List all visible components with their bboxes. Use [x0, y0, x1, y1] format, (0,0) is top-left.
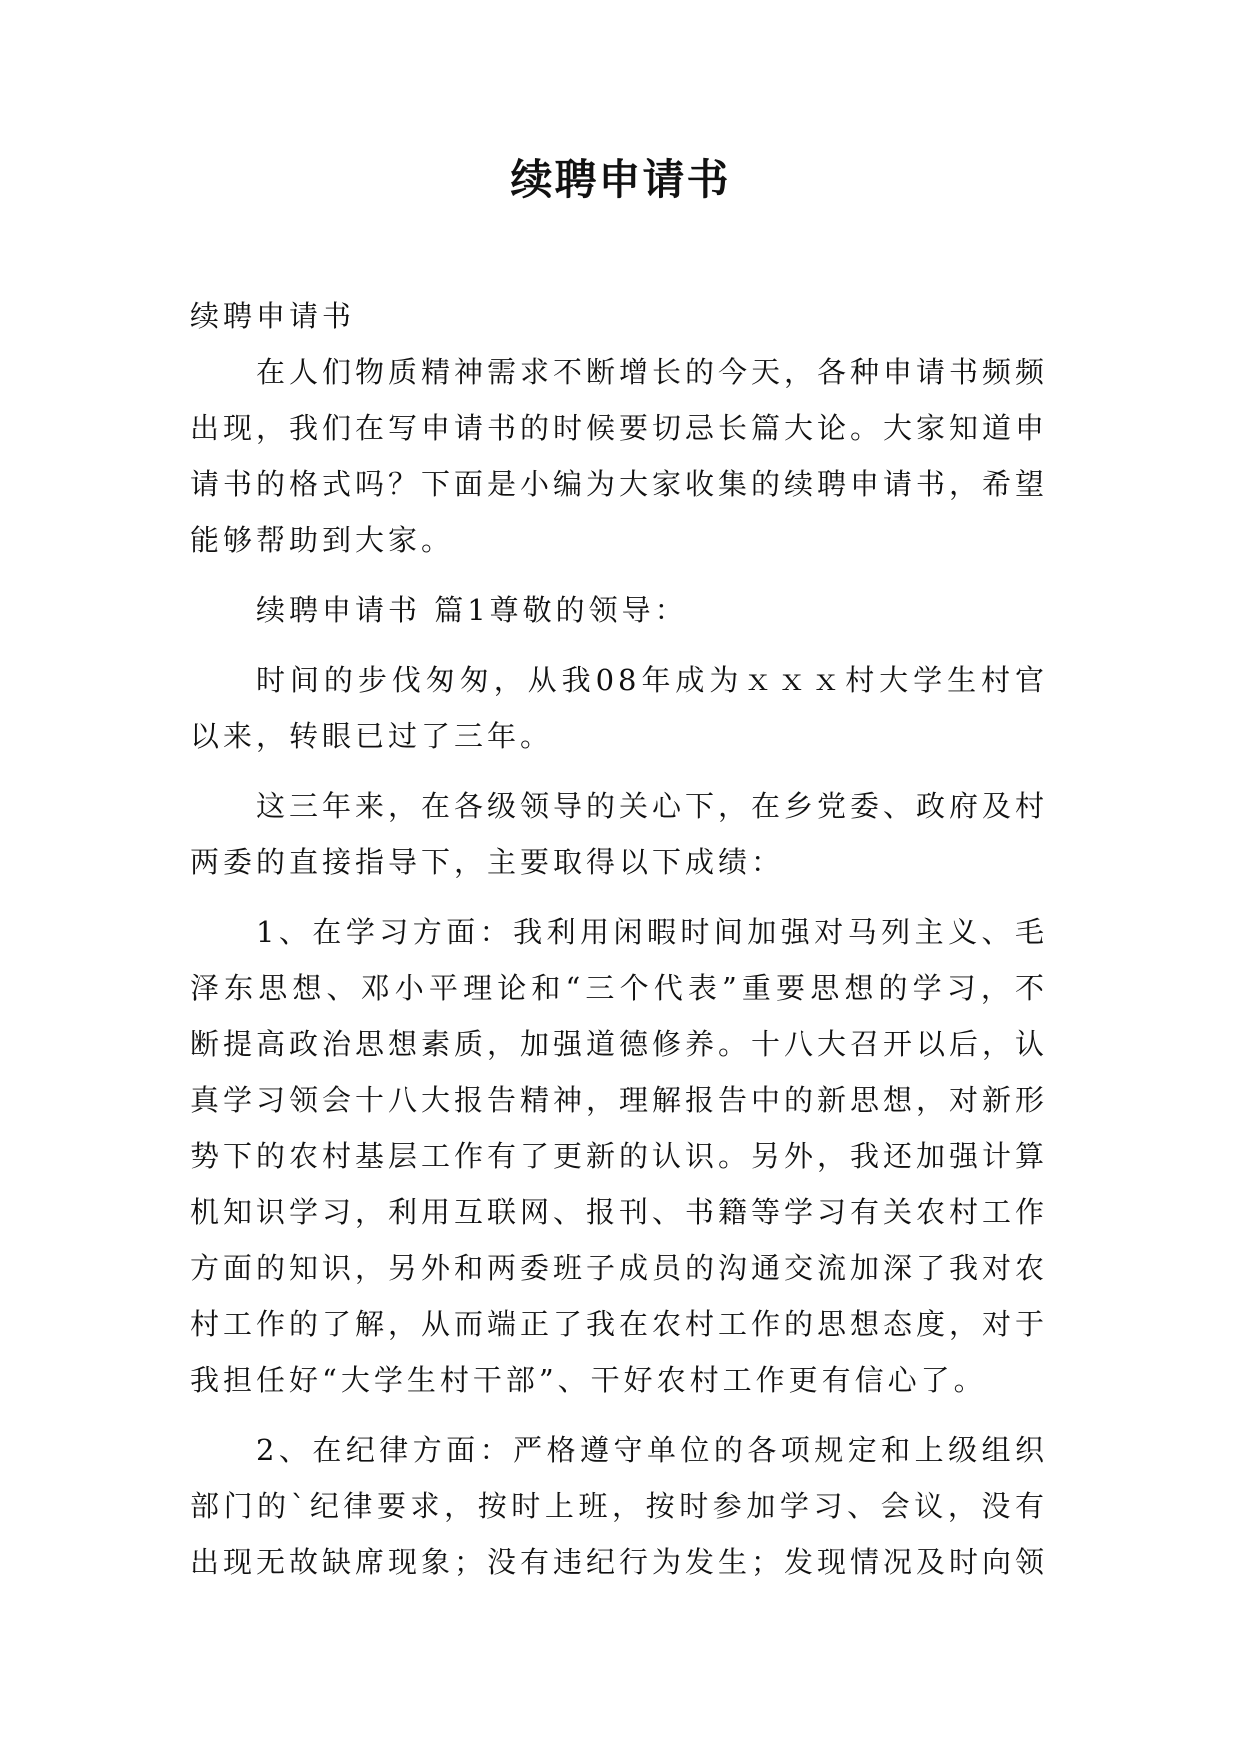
paragraph-intro: 在人们物质精神需求不断增长的今天，各种申请书频频出现，我们在写申请书的时候要切忌长篇大论。大家知道申请书的格式吗？下面是小编为大家收集的续聘申请书，希望能够帮助到大家。: [190, 355, 1049, 557]
paragraph-salutation: 续聘申请书 篇1尊敬的领导：: [256, 593, 688, 627]
document-title: 续聘申请书: [510, 155, 731, 204]
document-subtitle: 续聘申请书: [190, 299, 356, 333]
paragraph-discipline: 2、在纪律方面：严格遵守单位的各项规定和上级组织部门的`纪律要求，按时上班，按时参加学习、会议，没有出现无故缺席现象；没有违纪行为发生；发现情况及时向领: [190, 1433, 1049, 1579]
paragraph-study: 1、在学习方面：我利用闲暇时间加强对马列主义、毛泽东思想、邓小平理论和“三个代表”重要思想的学习，不断提高政治思想素质，加强道德修养。十八大召开以后，认真学习领会十八大报告精神，理解报告中的新思想，对新形势下的农村基层工作有了更新的认识。另外，我还加强计算机知识学习，利用互联网、报刊、书籍等学习有关农村工作方面的知识，另外和两委班子成员的沟通交流加深了我对农村工作的了解，从而端正了我在农村工作的思想态度，对于我担任好“大学生村干部”、干好农村工作更有信心了。: [190, 915, 1049, 1397]
paragraph-time: 时间的步伐匆匆，从我08年成为ｘｘｘ村大学生村官以来，转眼已过了三年。: [190, 663, 1048, 753]
document-body: [190, 288, 1048, 1604]
paragraph-achievements: 这三年来，在各级领导的关心下，在乡党委、政府及村两委的直接指导下，主要取得以下成绩：: [190, 789, 1049, 879]
